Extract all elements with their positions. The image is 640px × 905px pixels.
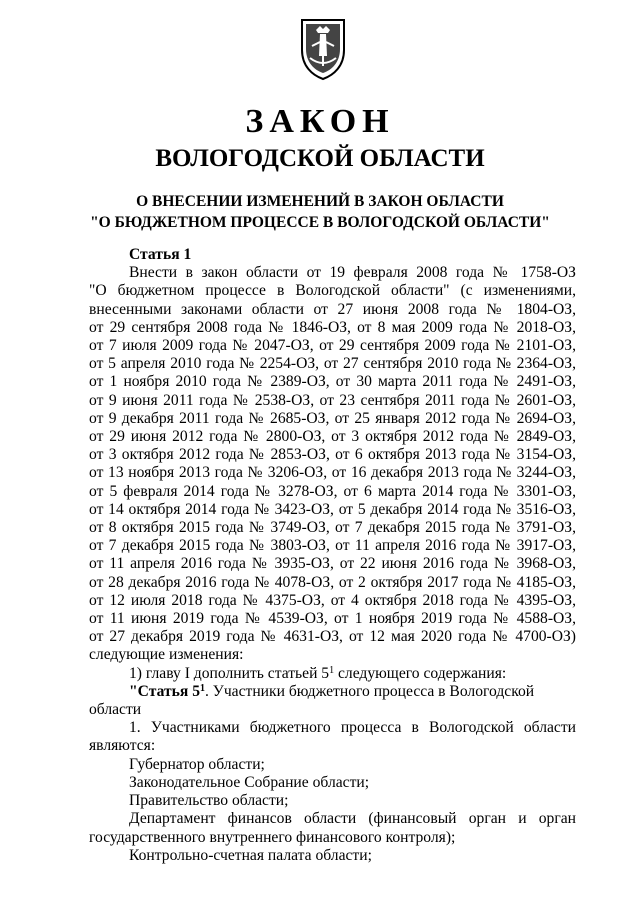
amend-line: "О бюджетном процессе в Вологодской области" (с изменениями, [89,282,576,300]
part-1-line-1: 1. Участниками бюджетного процесса в Вологодской области [129,719,576,737]
law-heading: ЗАКОН [245,103,395,140]
amend-line: от 1 ноября 2010 года № 2389-ОЗ, от 30 марта 2011 года № 2491-ОЗ, [89,373,576,391]
amendment-paragraph [89,264,576,664]
article-5-1-title: . Участники бюджетного процесса в Вологодской области [89,682,535,719]
law-body [89,246,576,865]
item-1-superscript: 1 [329,664,335,676]
article-5-1-superscript: 1 [200,682,205,694]
amend-line: Внести в закон области от 19 февраля 2008 года № 1758-ОЗ [129,264,576,282]
amend-line: от 9 декабря 2011 года № 2685-ОЗ, от 25 января 2012 года № 2694-ОЗ, [89,409,576,427]
amend-line: от 7 декабря 2015 года № 3803-ОЗ, от 11 апреля 2016 года № 3917-ОЗ, [89,537,576,555]
amend-line: от 9 июня 2011 года № 2538-ОЗ, от 23 сентября 2011 года № 2601-ОЗ, [89,391,576,409]
amend-line: от 3 октября 2012 года № 2853-ОЗ, от 6 октября 2013 года № 3154-ОЗ, [89,446,576,464]
amend-line: от 28 декабря 2016 года № 4078-ОЗ, от 2 октября 2017 года № 4185-ОЗ, [89,573,576,591]
article-5-1-heading [89,683,576,719]
amend-line: внесенными законами области от 27 июня 2008 года № 1804-ОЗ, [89,300,576,318]
participant-item: Правительство области; [129,792,289,810]
region-heading: ВОЛОГОДСКОЙ ОБЛАСТИ [155,145,485,172]
law-subtitle [0,191,640,233]
subtitle-line-2: "О БЮДЖЕТНОМ ПРОЦЕССЕ В ВОЛОГОДСКОЙ ОБЛАСТИ" [90,214,550,231]
article-1-heading: Статья 1 [129,246,192,263]
subtitle-line-1: О ВНЕСЕНИИ ИЗМЕНЕНИЙ В ЗАКОН ОБЛАСТИ [136,193,504,210]
control-chamber-item: Контрольно-счетная палата области; [129,846,372,864]
amend-last-line: следующие изменения: [89,646,244,664]
amend-line: от 7 июля 2009 года № 2047-ОЗ, от 29 сентября 2009 года № 2101-ОЗ, [89,337,576,355]
part-1-line-2: являются: [89,737,156,755]
amend-line: от 29 сентября 2008 года № 1846-ОЗ, от 8 мая 2009 года № 2018-ОЗ, [89,318,576,336]
participant-item: Губернатор области; [129,755,265,773]
item-1-tail: следующего содержания: [334,664,507,682]
article-5-1-label: "Статья 5 [129,682,200,700]
item-1 [89,665,576,683]
finance-dept-line-2: государственного внутреннего финансового контроля); [89,828,456,846]
amend-line: от 14 октября 2014 года № 3423-ОЗ, от 5 декабря 2014 года № 3516-ОЗ, [89,500,576,518]
amend-line: от 29 июня 2012 года № 2800-ОЗ, от 3 октября 2012 года № 2849-ОЗ, [89,428,576,446]
participant-item: Законодательное Собрание области; [129,773,370,791]
amend-line: от 12 июля 2018 года № 4375-ОЗ, от 4 октября 2018 года № 4395-ОЗ, [89,591,576,609]
amend-line: от 5 февраля 2014 года № 3278-ОЗ, от 6 марта 2014 года № 3301-ОЗ, [89,482,576,500]
item-1-text: 1) главу I дополнить статьей 5 [129,664,330,682]
amend-line: от 27 декабря 2019 года № 4631-ОЗ, от 12 мая 2020 года № 4700-ОЗ) [89,628,576,646]
amend-line: от 11 июня 2019 года № 4539-ОЗ, от 1 ноября 2019 года № 4588-ОЗ, [89,610,576,628]
coat-of-arms-icon [298,16,348,82]
amend-line: от 13 ноября 2013 года № 3206-ОЗ, от 16 декабря 2013 года № 3244-ОЗ, [89,464,576,482]
finance-dept-line-1: Департамент финансов области (финансовый орган и орган [129,810,576,828]
amend-line: от 8 октября 2015 года № 3749-ОЗ, от 7 декабря 2015 года № 3791-ОЗ, [89,519,576,537]
amend-line: от 5 апреля 2010 года № 2254-ОЗ, от 27 сентября 2010 года № 2364-ОЗ, [89,355,576,373]
amend-line: от 11 апреля 2016 года № 3935-ОЗ, от 22 июня 2016 года № 3968-ОЗ, [89,555,576,573]
